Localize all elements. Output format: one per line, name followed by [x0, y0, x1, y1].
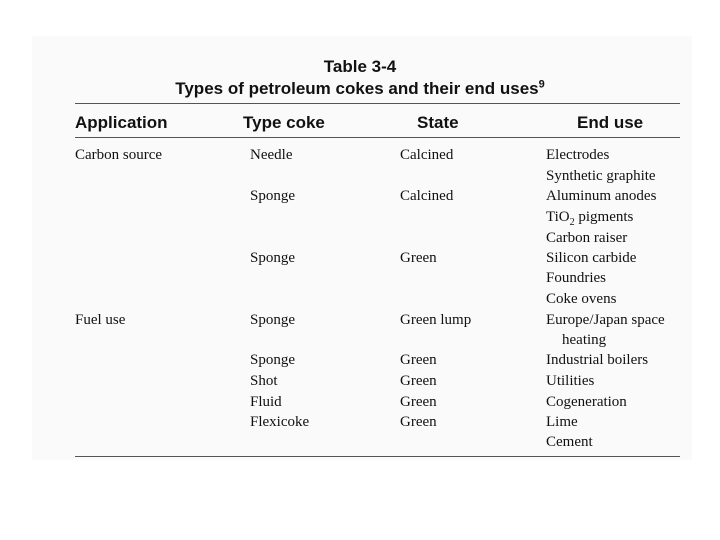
table-title — [0, 56, 720, 100]
bottom-rule — [75, 456, 680, 457]
cell-type: Fluid — [250, 394, 282, 410]
cell-end-use: Coke ovens — [546, 291, 617, 307]
cell-state: Green — [400, 414, 437, 430]
cell-end-use: Aluminum anodes — [546, 188, 657, 204]
cell-end-use: Cogeneration — [546, 394, 627, 410]
cell-type: Shot — [250, 373, 278, 389]
table-caption — [0, 78, 720, 100]
header-type-coke: Type coke — [243, 113, 325, 132]
cell-end-use: Lime — [546, 414, 578, 430]
cell-state: Green — [400, 352, 437, 368]
header-state: State — [417, 113, 459, 132]
cell-type: Needle — [250, 147, 293, 163]
cell-end-use: Electrodes — [546, 147, 610, 163]
table-caption-text: Types of petroleum cokes and their end uses — [175, 79, 539, 98]
cell-end-use: Europe/Japan space — [546, 312, 665, 328]
cell-state: Calcined — [400, 147, 454, 163]
cell-end-use: Industrial boilers — [546, 352, 649, 368]
cell-end-use: Foundries — [546, 270, 606, 286]
table-number: Table 3-4 — [323, 57, 397, 76]
cell-state: Green — [400, 394, 437, 410]
cell-state: Green — [400, 373, 437, 389]
cell-end-use: Carbon raiser — [546, 230, 628, 246]
cell-end-use: TiO$_2$ pigments — [546, 209, 634, 228]
cell-type: Sponge — [250, 250, 295, 266]
cell-type: Sponge — [250, 352, 295, 368]
header-end-use: End use — [577, 113, 644, 132]
table-caption-ref: 9 — [538, 78, 545, 91]
header-rule — [75, 137, 680, 138]
cell-type: Sponge — [250, 312, 295, 328]
cell-type: Sponge — [250, 188, 295, 204]
cell-end-use: heating — [562, 332, 607, 348]
cell-end-use: Synthetic graphite — [546, 168, 656, 184]
cell-state: Green — [400, 250, 437, 266]
top-rule — [75, 103, 680, 104]
cell-application: Fuel use — [75, 312, 126, 328]
cell-end-use: Silicon carbide — [546, 250, 637, 266]
cell-application: Carbon source — [75, 147, 163, 163]
subscript: 2 — [569, 217, 575, 228]
cell-state: Calcined — [400, 188, 454, 204]
cell-state: Green lump — [400, 312, 472, 328]
cell-end-use: Utilities — [546, 373, 595, 389]
header-application: Application — [75, 113, 168, 132]
cell-type: Flexicoke — [250, 414, 310, 430]
cell-end-use: Cement — [546, 434, 593, 450]
